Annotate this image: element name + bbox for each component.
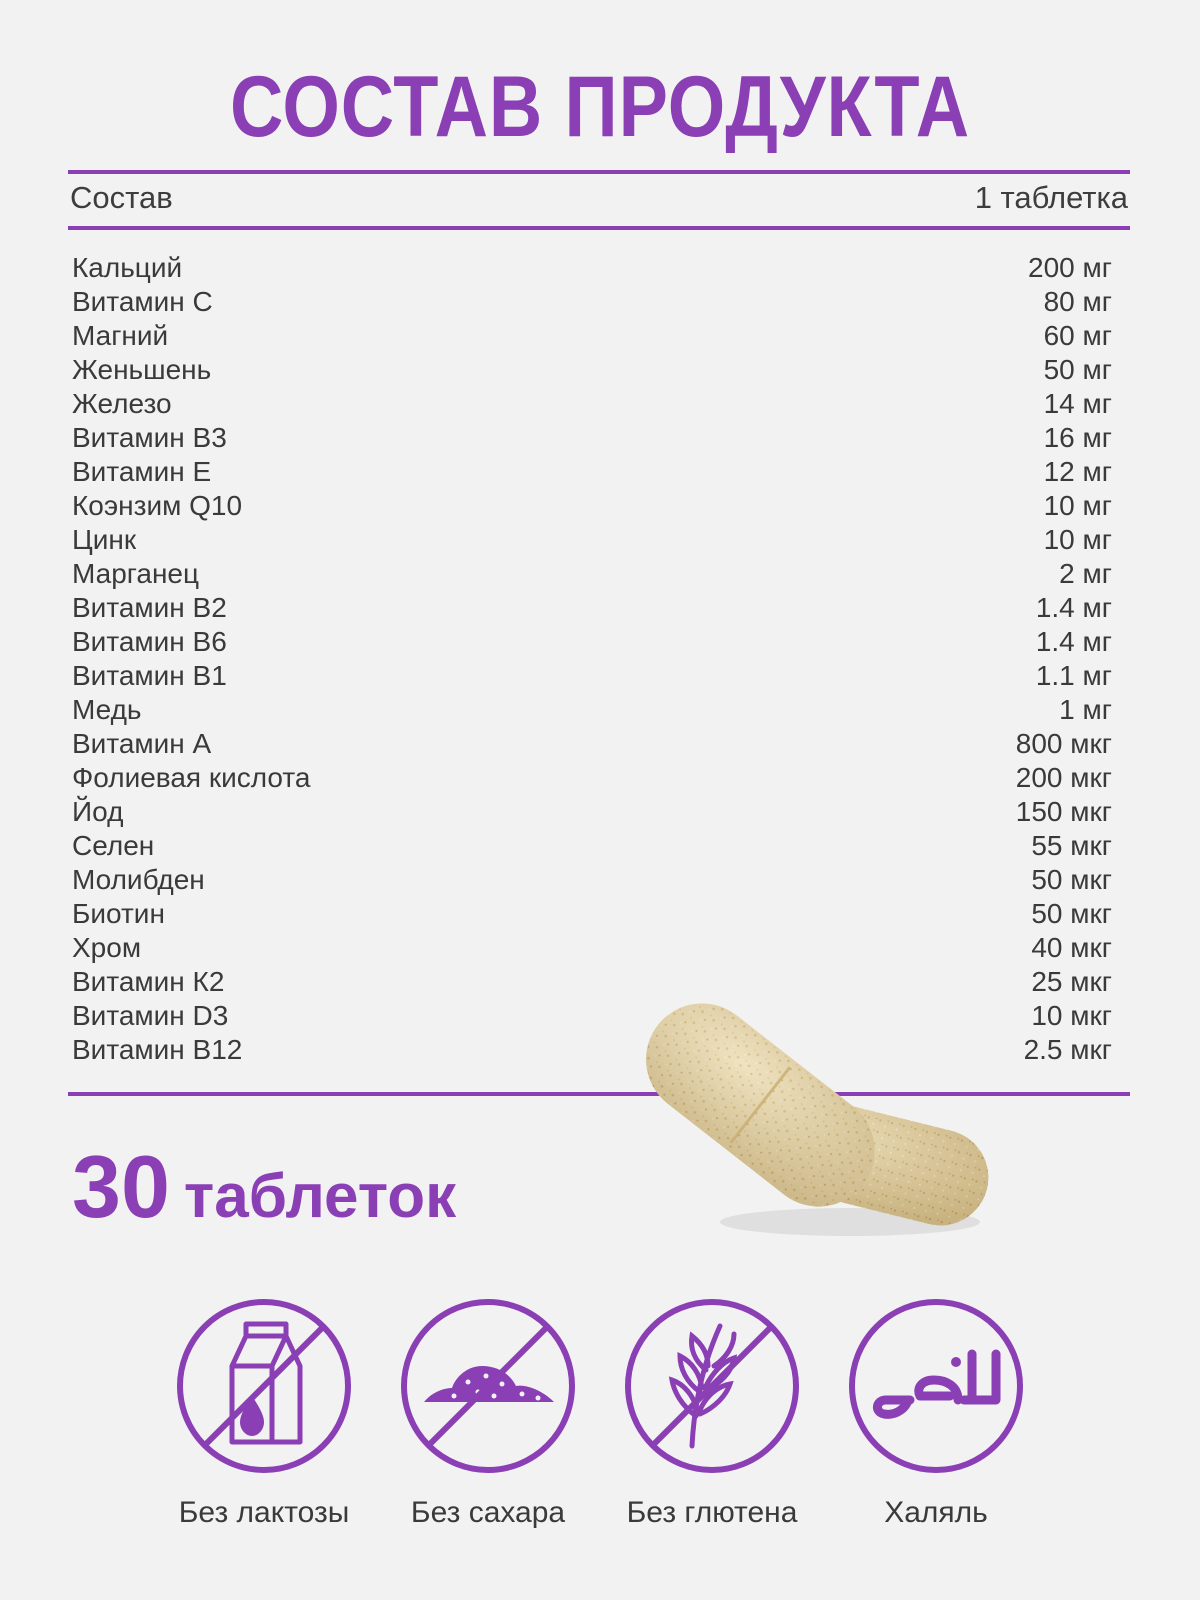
table-row xyxy=(72,897,1112,931)
ingredient-amount: 1 мг xyxy=(1059,694,1112,725)
ingredients-table xyxy=(72,251,1112,1067)
no-gluten-icon xyxy=(622,1296,802,1476)
table-row xyxy=(72,931,1112,965)
ingredient-name: Магний xyxy=(72,320,169,351)
ingredient-amount: 2 мг xyxy=(1059,558,1112,589)
tablets-image xyxy=(640,972,1000,1252)
ingredient-amount: 200 мкг xyxy=(1015,762,1112,793)
ingredient-name: Цинк xyxy=(72,524,137,555)
ingredient-name: Медь xyxy=(72,694,142,725)
badge-label-halal: Халяль xyxy=(884,1496,988,1529)
ingredient-name: Витамин А xyxy=(72,728,212,759)
table-row xyxy=(72,489,1112,523)
ingredient-name: Железо xyxy=(72,388,172,419)
table-row xyxy=(72,659,1112,693)
tablet-count-word: таблеток xyxy=(183,1162,457,1231)
table-row xyxy=(72,761,1112,795)
ingredient-name: Женьшень xyxy=(72,354,212,385)
ingredient-amount: 60 мг xyxy=(1043,320,1112,351)
ingredient-name: Витамин В2 xyxy=(72,592,227,623)
top-divider xyxy=(68,170,1130,174)
badge-halal xyxy=(826,1296,1046,1530)
ingredient-amount: 1.1 мг xyxy=(1035,660,1112,691)
table-header-per-tablet: 1 таблетка xyxy=(974,180,1128,215)
table-row xyxy=(72,795,1112,829)
tablet-count-number: 30 xyxy=(72,1137,170,1236)
ingredient-name: Хром xyxy=(72,932,142,963)
badge-no-gluten xyxy=(602,1296,822,1530)
table-row xyxy=(72,285,1112,319)
ingredient-amount: 2.5 мкг xyxy=(1023,1034,1112,1065)
no-sugar-icon xyxy=(398,1296,578,1476)
certification-badges xyxy=(0,1296,1200,1536)
ingredient-amount: 16 мг xyxy=(1043,422,1112,453)
table-row xyxy=(72,557,1112,591)
ingredient-amount: 800 мкг xyxy=(1015,728,1112,759)
table-row xyxy=(72,591,1112,625)
ingredient-amount: 1.4 мг xyxy=(1035,592,1112,623)
tablet-count xyxy=(72,1136,456,1238)
ingredient-amount: 55 мкг xyxy=(1031,830,1112,861)
ingredient-amount: 14 мг xyxy=(1043,388,1112,419)
table-row xyxy=(72,455,1112,489)
table-header-composition: Состав xyxy=(70,180,173,215)
table-row xyxy=(72,625,1112,659)
ingredient-amount: 10 мг xyxy=(1043,490,1112,521)
ingredient-name: Витамин D3 xyxy=(72,1000,229,1031)
table-row xyxy=(72,863,1112,897)
ingredient-name: Фолиевая кислота xyxy=(72,762,311,793)
table-row xyxy=(72,421,1112,455)
ingredient-name: Кальций xyxy=(72,252,183,283)
table-row xyxy=(72,693,1112,727)
table-row xyxy=(72,319,1112,353)
ingredient-name: Витамин С xyxy=(72,286,213,317)
header-divider xyxy=(68,226,1130,230)
halal-icon xyxy=(846,1296,1026,1476)
ingredient-amount: 12 мг xyxy=(1043,456,1112,487)
ingredient-name: Коэнзим Q10 xyxy=(72,490,243,521)
badge-label-no-gluten: Без глютена xyxy=(626,1496,798,1529)
ingredient-name: Витамин В3 xyxy=(72,422,227,453)
ingredient-amount: 80 мг xyxy=(1043,286,1112,317)
page-title: СОСТАВ ПРОДУКТА xyxy=(229,59,971,155)
table-row xyxy=(72,523,1112,557)
no-lactose-icon xyxy=(174,1296,354,1476)
ingredient-amount: 50 мкг xyxy=(1031,864,1112,895)
ingredient-amount: 25 мкг xyxy=(1031,966,1112,997)
ingredient-amount: 150 мкг xyxy=(1015,796,1112,827)
table-row xyxy=(72,353,1112,387)
ingredient-name: Витамин В12 xyxy=(72,1034,243,1065)
badge-label-no-lactose: Без лактозы xyxy=(178,1496,350,1529)
ingredient-name: Селен xyxy=(72,830,155,861)
ingredient-amount: 10 мкг xyxy=(1031,1000,1112,1031)
ingredient-name: Молибден xyxy=(72,864,205,895)
table-row xyxy=(72,387,1112,421)
ingredient-name: Марганец xyxy=(72,558,200,589)
ingredient-amount: 50 мг xyxy=(1043,354,1112,385)
badge-label-no-sugar: Без сахара xyxy=(410,1496,566,1529)
ingredient-name: Биотин xyxy=(72,898,165,929)
ingredient-amount: 50 мкг xyxy=(1031,898,1112,929)
table-row xyxy=(72,251,1112,285)
ingredient-name: Витамин В6 xyxy=(72,626,227,657)
ingredient-amount: 1.4 мг xyxy=(1035,626,1112,657)
table-row xyxy=(72,829,1112,863)
ingredient-amount: 200 мг xyxy=(1028,252,1112,283)
ingredient-amount: 40 мкг xyxy=(1031,932,1112,963)
ingredient-name: Витамин К2 xyxy=(72,966,225,997)
ingredient-name: Йод xyxy=(72,796,124,827)
badge-no-lactose xyxy=(154,1296,374,1530)
ingredient-name: Витамин Е xyxy=(72,456,212,487)
table-row xyxy=(72,727,1112,761)
badge-no-sugar xyxy=(378,1296,598,1530)
ingredient-name: Витамин В1 xyxy=(72,660,227,691)
ingredient-amount: 10 мг xyxy=(1043,524,1112,555)
